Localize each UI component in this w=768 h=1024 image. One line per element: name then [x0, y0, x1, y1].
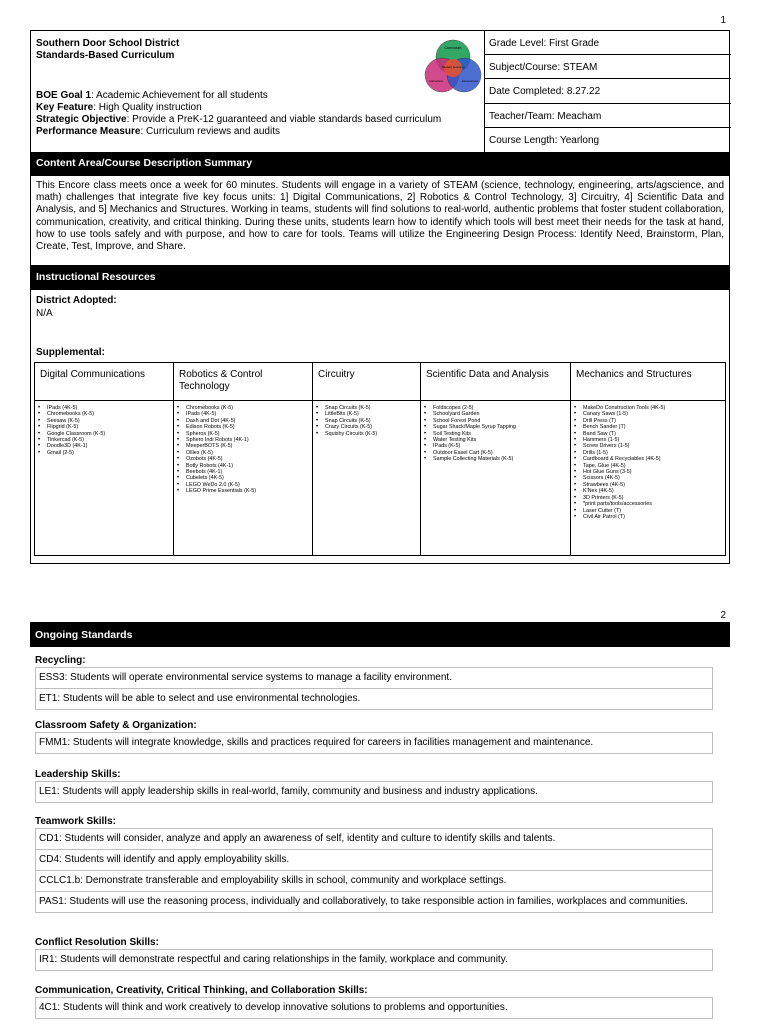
resource-item: • Schoolyard Garden: [423, 411, 568, 417]
section-title: Classroom Safety & Organization:: [35, 720, 197, 731]
resource-item: • LEGO WeDo 2.0 (K-5): [176, 482, 310, 488]
column-header: Digital Communications: [35, 363, 174, 400]
resource-item: • Foldscopes (2-5): [423, 405, 568, 411]
document-header: [31, 31, 731, 152]
standard-row: ESS3: Students will operate environmental service systems to manage a facility environment.: [35, 667, 713, 689]
standard-row: PAS1: Students will use the reasoning process, individually and collaboratively, to take responsible action in families, workplaces and communities.: [35, 891, 713, 913]
goals-block: [36, 90, 481, 138]
resource-item: • 3D Printers (K-5): [573, 495, 723, 501]
resource-item: • Snap Circuits (K-5): [315, 418, 418, 424]
standards-section: [35, 816, 713, 913]
summary-heading: Content Area/Course Description Summary: [31, 152, 729, 176]
column-header: Circuitry: [313, 363, 421, 400]
teacher-team: Teacher/Team: Meacham: [485, 104, 731, 128]
summary-text: This Encore class meets once a week for 60 minutes. Students will engage in a variety of STEAM (science, technology, engineering, arts/agscience, and math) challenges that integrate five key focus units: 1] Digital Communications, 2] Robotics & Control Technology, 3] Circuitry, 4] Scientific Data and Analysis, and 5] Mechanics and Structures. Working in teams, students will find solutions to real-world, authentic problems that foster student collaboration, communication, creativity, and critical thinking. During these units, students learn how to identify which tools will best meet their needs for the task at hand, how to use tools safely and with purpose, and how to care for tools. Teams will utilize the Engineering Design Process: Identify Need, Brainstorm, Plan, Create, Test, Improve, and Share.: [31, 176, 729, 266]
curriculum-name: Standards-Based Curriculum: [36, 50, 175, 61]
district-block: [36, 38, 179, 62]
resource-item: • Cubelets (4K-5): [176, 475, 310, 481]
date-completed: Date Completed: 8.27.22: [485, 79, 731, 103]
resource-item: • MakeDo Construction Tools (4K-5): [573, 405, 723, 411]
district-adopted-label: District Adopted:: [36, 295, 117, 306]
page-number: 2: [720, 610, 726, 621]
standards-section: [35, 720, 713, 754]
resource-item: • Crazy Circuits (K-5): [315, 424, 418, 430]
resource-item: • Sphero Indi Robots (4K-1): [176, 437, 310, 443]
column-header: Robotics & Control Technology: [174, 363, 313, 400]
resource-item: • Google Classroom (K-5): [37, 431, 171, 437]
resource-item: • Botly Robots (4K-1): [176, 463, 310, 469]
resource-item: • Laser Cutter (T): [573, 508, 723, 514]
section-title: Teamwork Skills:: [35, 816, 116, 827]
venn-label-left: Instruction: [429, 79, 443, 83]
resource-item: • Screw Drivers (1-5): [573, 443, 723, 449]
resource-item: • Hammers (1-5): [573, 437, 723, 443]
standard-row: CD4: Students will identify and apply employability skills.: [35, 849, 713, 871]
venn-label-right: Assessment: [461, 79, 479, 83]
standard-row: 4C1: Students will think and work creatively to develop innovative solutions to problems and opportunities.: [35, 997, 713, 1019]
resource-item: • Chromebooks (K-5): [176, 405, 310, 411]
resources-heading: Instructional Resources: [31, 266, 729, 290]
resource-item: • Hot Glue Guns (3-5): [573, 469, 723, 475]
standards-section: [35, 769, 713, 803]
section-title: Recycling:: [35, 655, 86, 666]
venn-label-top: Curriculum: [444, 46, 462, 50]
standards-section: [35, 985, 713, 1019]
supplemental-table-header: [35, 363, 725, 401]
resource-item: • Beebots (4K-1): [176, 469, 310, 475]
supplemental-label: Supplemental:: [36, 347, 105, 358]
standard-row: ET1: Students will be able to select and use environmental technologies.: [35, 688, 713, 710]
supplemental-table: [34, 362, 726, 556]
resource-item: • Tinkercad (K-5): [37, 437, 171, 443]
resource-item: • Sample Collecting Materials (K-5): [423, 456, 568, 462]
resource-list: [37, 405, 171, 456]
resource-item: • Seesaw (K-5): [37, 418, 171, 424]
section-title: Leadership Skills:: [35, 769, 121, 780]
district-name: Southern Door School District: [36, 38, 180, 49]
resource-item: • Outdoor Easel Cart (K-5): [423, 450, 568, 456]
resource-item: • Ollies (K-5): [176, 450, 310, 456]
resource-item: • Soil Testing Kits: [423, 431, 568, 437]
supplemental-table-body: [35, 401, 725, 555]
grade-level: Grade Level: First Grade: [485, 31, 731, 55]
resource-list: [315, 405, 418, 437]
feature-line: Key Feature: High Quality instruction: [36, 102, 202, 113]
standard-row: IR1: Students will demonstrate respectful and caring relationships in the family, workplace and community.: [35, 949, 713, 971]
resource-list: [176, 405, 310, 495]
resource-item: • Doodle3D (4K-1): [37, 443, 171, 449]
resource-item: • Drills (1-5): [573, 450, 723, 456]
resource-item: • Tape, Glue (4K-5): [573, 463, 723, 469]
resource-item: • IPads (K-5): [423, 443, 568, 449]
standard-row: CD1: Students will consider, analyze and apply an awareness of self, identity and culture to identify skills and talents.: [35, 828, 713, 850]
ongoing-standards-heading: Ongoing Standards: [30, 622, 730, 647]
resource-item: • Strawbees (4K-5): [573, 482, 723, 488]
resource-item: • Snap Circuits (K-5): [315, 405, 418, 411]
objective-line: Strategic Objective: Provide a PreK-12 guaranteed and viable standards based curriculum: [36, 114, 442, 125]
column-header: Scientific Data and Analysis: [421, 363, 571, 400]
resource-list: [573, 405, 723, 520]
resource-item: • *print parts/tools/accessories: [573, 501, 723, 507]
resource-item: • Chromebooks (K-5): [37, 411, 171, 417]
measure-line: Performance Measure: Curriculum reviews and audits: [36, 126, 280, 137]
resource-item: • Canary Saws (1-5): [573, 411, 723, 417]
standards-section: [35, 655, 713, 710]
curriculum-venn-logo: [423, 37, 483, 97]
resource-item: • Squishy Circuits (K-5): [315, 431, 418, 437]
resource-item: • K'Nex (4K-5): [573, 488, 723, 494]
resource-list: [423, 405, 568, 463]
resource-item: • Ozobots (4K-5): [176, 456, 310, 462]
resource-item: • School Forest Pond: [423, 418, 568, 424]
resource-item: • Band Saw (T): [573, 431, 723, 437]
standard-row: CCLC1.b: Demonstrate transferable and employability skills in school, community and workplace settings.: [35, 870, 713, 892]
resource-item: • Civil Air Patrol (T): [573, 514, 723, 520]
resource-item: • Spheros (K-5): [176, 431, 310, 437]
section-title: Conflict Resolution Skills:: [35, 937, 159, 948]
subject-course: Subject/Course: STEAM: [485, 55, 731, 79]
resource-item: • Dash and Dot (4K-5): [176, 418, 310, 424]
resource-item: • Sugar Shack/Maple Syrup Tapping: [423, 424, 568, 430]
venn-label-center: Student Learning: [441, 65, 465, 69]
section-title: Communication, Creativity, Critical Thinking, and Collaboration Skills:: [35, 985, 368, 996]
resource-item: • Drill Press (T): [573, 418, 723, 424]
page-number: 1: [720, 15, 726, 26]
resource-item: • Bench Sander (T): [573, 424, 723, 430]
resource-item: • Edison Robots (K-5): [176, 424, 310, 430]
resource-item: • IPads (4K-5): [37, 405, 171, 411]
resource-item: • MeeperBOTS (K-5): [176, 443, 310, 449]
resource-item: • LittleBits (K-5): [315, 411, 418, 417]
goal-line: BOE Goal 1: Academic Achievement for all students: [36, 90, 268, 101]
course-length: Course Length: Yearlong: [489, 134, 600, 146]
standards-section: [35, 937, 713, 971]
column-header: Mechanics and Structures: [576, 369, 692, 380]
course-meta: [485, 31, 731, 152]
curriculum-page-1: [30, 30, 730, 564]
resource-item: • Scissors (4K-5): [573, 475, 723, 481]
resource-item: • Flipgrid (K-5): [37, 424, 171, 430]
standard-row: LE1: Students will apply leadership skills in real-world, family, community and business and industry applications.: [35, 781, 713, 803]
district-adopted-value: N/A: [36, 308, 53, 319]
resource-item: • Gmail (2-5): [37, 450, 171, 456]
resource-item: • LEGO Prime Essentials (K-5): [176, 488, 310, 494]
header-info: [31, 31, 485, 152]
standard-row: FMM1: Students will integrate knowledge, skills and practices required for careers in facilities management and maintenance.: [35, 732, 713, 754]
resource-item: • IPads (4K-5): [176, 411, 310, 417]
resource-item: • Water Testing Kits: [423, 437, 568, 443]
resource-item: • Cardboard & Recyclables (4K-5): [573, 456, 723, 462]
